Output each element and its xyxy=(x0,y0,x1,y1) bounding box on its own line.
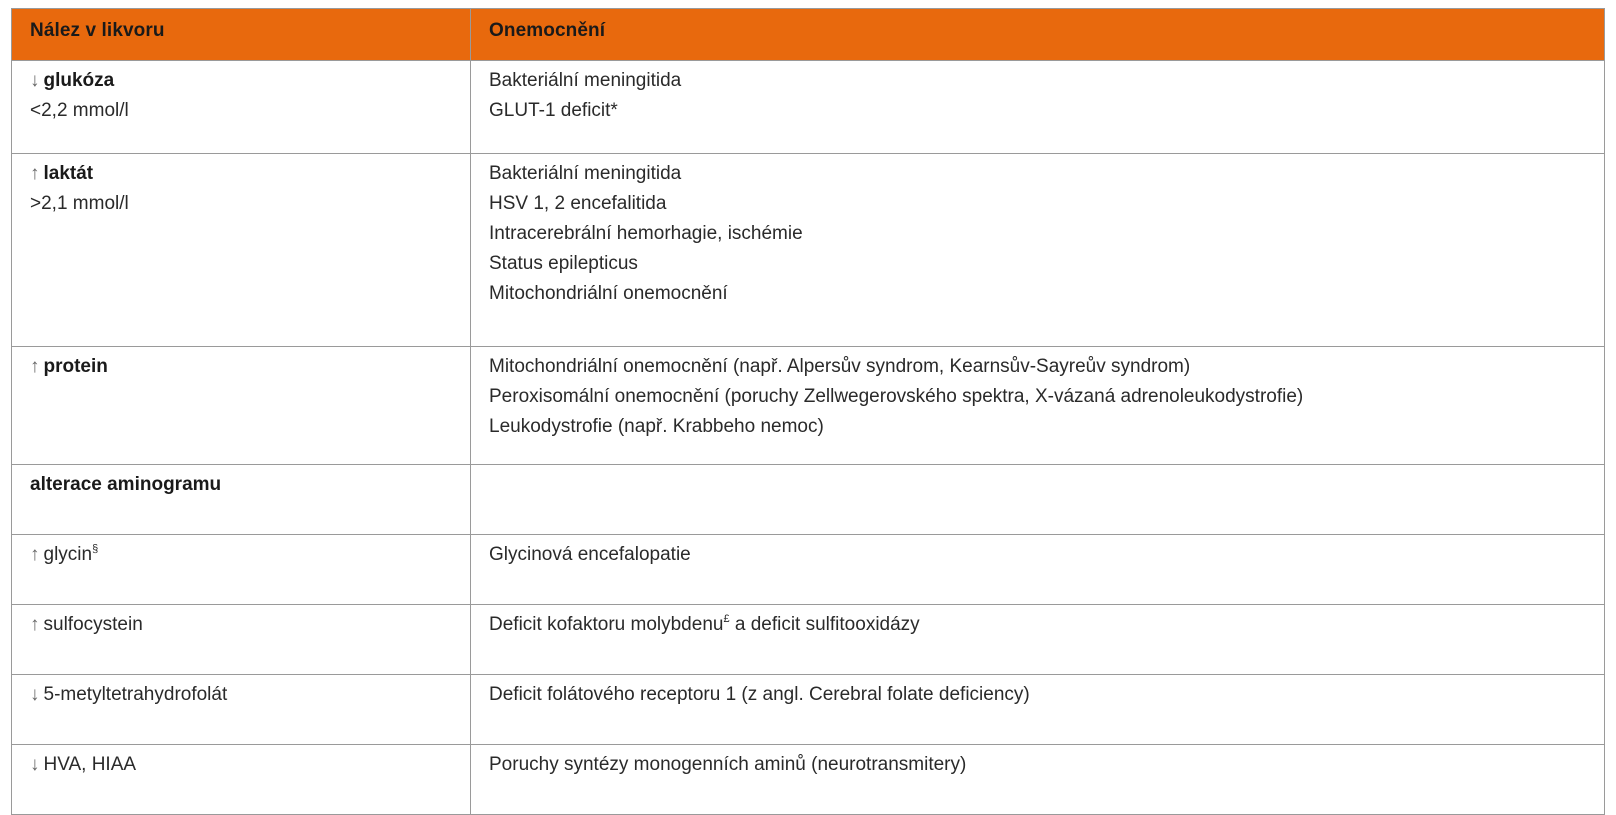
disease-item: Peroxisomální onemocnění (poruchy Zellwegerovského spektra, X-vázaná adrenoleukodystrofie) xyxy=(489,386,1304,407)
disease-cell xyxy=(471,61,1605,154)
finding-cell xyxy=(12,154,471,347)
csf-findings-table xyxy=(11,8,1605,815)
table-row xyxy=(12,154,1605,347)
finding-cell xyxy=(12,605,471,675)
disease-cell xyxy=(471,605,1605,675)
finding-name: protein xyxy=(43,356,108,377)
disease-item: Intracerebrální hemorhagie, ischémie xyxy=(489,223,803,244)
table-row xyxy=(12,675,1605,745)
finding-threshold: <2,2 mmol/l xyxy=(30,100,129,121)
footnote-mark: £ xyxy=(723,612,730,625)
disease-item: Leukodystrofie (např. Krabbeho nemoc) xyxy=(489,416,824,437)
disease-cell xyxy=(471,745,1605,815)
arrow-down-icon: ↓ xyxy=(30,684,40,705)
finding-name: glukóza xyxy=(43,70,115,91)
disease-item: Bakteriální meningitida xyxy=(489,163,682,184)
finding-threshold: >2,1 mmol/l xyxy=(30,193,129,214)
arrow-up-icon: ↑ xyxy=(30,356,40,377)
footnote-mark: § xyxy=(92,542,99,555)
disease-item: Mitochondriální onemocnění (např. Alpersův syndrom, Kearnsův-Sayreův syndrom) xyxy=(489,356,1191,377)
disease-item: Poruchy syntézy monogenních aminů (neurotransmitery) xyxy=(489,754,967,775)
finding-name: 5-metyltetrahydrofolát xyxy=(43,684,228,705)
finding-name: laktát xyxy=(43,163,94,184)
table-row xyxy=(12,347,1605,465)
arrow-down-icon: ↓ xyxy=(30,754,40,775)
table-header-row xyxy=(12,9,1605,61)
table-row xyxy=(12,465,1605,535)
disease-cell xyxy=(471,465,1605,535)
disease-item: Mitochondriální onemocnění xyxy=(489,283,728,304)
finding-cell xyxy=(12,535,471,605)
arrow-up-icon: ↑ xyxy=(30,544,40,565)
disease-cell xyxy=(471,154,1605,347)
disease-item: Glycinová encefalopatie xyxy=(489,544,691,565)
disease-item: Deficit kofaktoru molybdenu xyxy=(489,614,724,635)
disease-item: Status epilepticus xyxy=(489,253,638,274)
finding-cell xyxy=(12,745,471,815)
disease-item: GLUT-1 deficit* xyxy=(489,100,618,121)
disease-item: Bakteriální meningitida xyxy=(489,70,682,91)
arrow-up-icon: ↑ xyxy=(30,614,40,635)
arrow-down-icon: ↓ xyxy=(30,70,40,91)
header-finding: Nález v likvoru xyxy=(12,9,471,61)
disease-cell xyxy=(471,347,1605,465)
finding-group-heading: alterace aminogramu xyxy=(30,474,222,495)
csf-findings-table-container xyxy=(11,8,1604,815)
finding-name: glycin xyxy=(43,544,93,565)
disease-cell xyxy=(471,535,1605,605)
finding-cell xyxy=(12,465,471,535)
finding-cell xyxy=(12,347,471,465)
finding-name: sulfocystein xyxy=(43,614,143,635)
disease-cell xyxy=(471,675,1605,745)
disease-item: Deficit folátového receptoru 1 (z angl. Cerebral folate deficiency) xyxy=(489,684,1030,705)
disease-item-continued: a deficit sulfitooxidázy xyxy=(729,614,920,635)
table-row xyxy=(12,605,1605,675)
disease-item: HSV 1, 2 encefalitida xyxy=(489,193,667,214)
table-row xyxy=(12,535,1605,605)
table-row xyxy=(12,745,1605,815)
finding-cell xyxy=(12,61,471,154)
table-row xyxy=(12,61,1605,154)
arrow-up-icon: ↑ xyxy=(30,163,40,184)
header-disease: Onemocnění xyxy=(471,9,1605,61)
finding-cell xyxy=(12,675,471,745)
finding-name: HVA, HIAA xyxy=(43,754,137,775)
